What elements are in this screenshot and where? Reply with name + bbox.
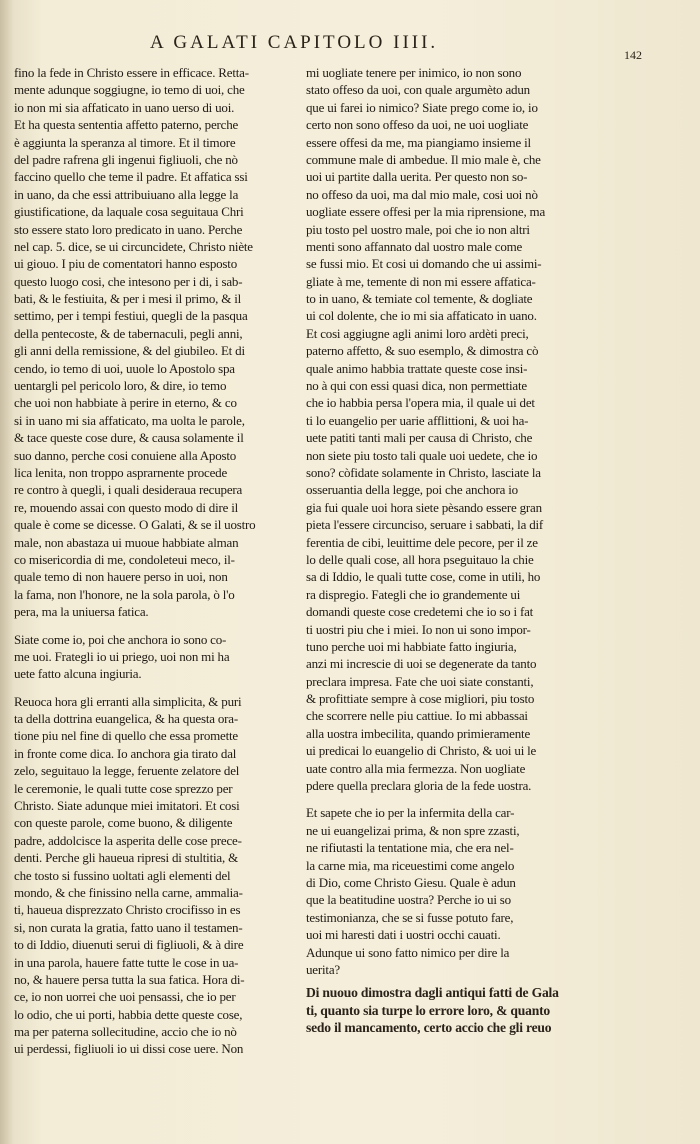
text-line: faccino quello che teme il padre. Et affatica ssi bbox=[14, 169, 248, 185]
text-line: questo luogo cosi, che intesono per i di, i sab- bbox=[14, 273, 243, 289]
page-header bbox=[0, 28, 700, 62]
text-line: to di Iddio, diuenuti serui di figliuoli, & à dire bbox=[14, 937, 244, 953]
text-line: che tosto si fussino uoltati agli elementi del bbox=[14, 867, 231, 883]
text-line: quale è come se dicesse. O Galati, & se il uostro bbox=[14, 517, 256, 533]
text-line: essere offesi da me, ma piangiamo insieme il bbox=[306, 134, 531, 150]
text-line: uoi ui partite dalla uerita. Per questo non so- bbox=[306, 169, 528, 185]
commentary-paragraph bbox=[14, 693, 296, 1058]
text-line: ti, quanto sia turpe lo errore loro, & quanto bbox=[306, 1002, 550, 1018]
text-line: si, non curata la gratia, fatto uano il testamen- bbox=[14, 919, 243, 935]
text-line: ra dispregio. Fategli che io grandemente ui bbox=[306, 586, 521, 602]
text-line: uate contro alla mia fermezza. Non uogliate bbox=[306, 760, 526, 776]
text-line: Siate come io, poi che anchora io sono co- bbox=[14, 631, 227, 647]
text-line: gia fui quale uoi hora siete pèsando essere gran bbox=[306, 499, 542, 515]
text-line: que ui farei io nimico? Siate prego come io, io bbox=[306, 99, 538, 115]
text-line: quale animo habbia trattate queste cose insi- bbox=[306, 360, 528, 376]
text-line: gliate à me, temente di non mi essere affatica- bbox=[306, 273, 536, 289]
text-line: mi uogliate tenere per inimico, io non sono bbox=[306, 65, 522, 80]
text-line: fino la fede in Christo essere in efficace. Retta- bbox=[14, 65, 249, 80]
text-line: uoi mi haresti dati i uostri occhi cauati. bbox=[306, 927, 501, 943]
text-line: co misericordia di me, condoleteui meco, il- bbox=[14, 551, 235, 567]
text-line: ui perdessi, figliuoli io ui dissi cose uere. Non bbox=[14, 1041, 244, 1057]
text-line: me uoi. Frategli io ui priego, uoi non mi ha bbox=[14, 648, 230, 664]
text-line: cendo, io temo di uoi, uuole lo Apostolo spa bbox=[14, 360, 235, 376]
text-line: paterno affetto, & suo esemplo, & dimostra cò bbox=[306, 343, 539, 359]
text-line: anzi mi increscie di uoi se degenerate da tanto bbox=[306, 656, 537, 672]
text-line: lo delle quali cose, all hora pseguitauo la chie bbox=[306, 551, 534, 567]
text-line: tuno perche uoi mi habbiate fatto ingiuria, bbox=[306, 638, 517, 654]
text-line: re, mouendo assai con questo modo di dire il bbox=[14, 499, 239, 515]
text-line: mondo, & che finissino nella carne, ammalia- bbox=[14, 884, 243, 900]
text-line: que la beatitudine uostra? Perche io ui so bbox=[306, 892, 511, 908]
text-line: ui col dolente, che io mi sia affaticato in uano. bbox=[306, 308, 537, 324]
chapter-summary bbox=[306, 984, 598, 1036]
text-line: commune male di ambedue. Il mio male è, che bbox=[306, 151, 541, 167]
text-line: no offeso da uoi, ma dal mio male, cosi uoi nò bbox=[306, 186, 538, 202]
text-line: testimonianza, che se si fusse potuto fare, bbox=[306, 909, 514, 925]
text-line: ferentia de cibi, leuittime dele pecore, per il ze bbox=[306, 534, 538, 550]
text-line: Adunque ui sono fatto nimico per dire la bbox=[306, 944, 510, 960]
text-line: denti. Perche gli haueua ripresi di stultitia, & bbox=[14, 850, 238, 866]
text-line: tione piu nel fine di quello che essa promette bbox=[14, 728, 239, 744]
text-line: mente adunque soggiugne, io temo di uoi, che bbox=[14, 82, 245, 98]
text-line: della pentecoste, & de tabernaculi, pegli anni, bbox=[14, 325, 243, 341]
text-line: Et sapete che io per la infermita della car- bbox=[306, 805, 515, 821]
text-line: certo non sono offeso da uoi, ne uoi uogliate bbox=[306, 117, 529, 133]
text-line: Et ha questa sententia affetto paterno, perche bbox=[14, 117, 239, 133]
text-line: ti lo euangelio per uarie afflittioni, & uoi ha- bbox=[306, 412, 529, 428]
text-line: Et cosi aggiugne agli animi loro ardèti preci, bbox=[306, 325, 529, 341]
text-line: in una parola, hauere fatte tutte le cose in ua- bbox=[14, 954, 239, 970]
text-line: padre, addolcisce la asperita delle cose prece- bbox=[14, 832, 242, 848]
text-line: Christo. Siate adunque miei imitatori. Et cosi bbox=[14, 798, 240, 814]
text-line: pera, ma la uniuersa fatica. bbox=[14, 604, 149, 620]
text-line: ce, io non uorrei che uoi pensassi, che io per bbox=[14, 989, 236, 1005]
text-line: in fronte come dica. Io anchora gia tirato dal bbox=[14, 745, 237, 761]
text-line: settimo, per i tempi festiui, quegli de la pasqua bbox=[14, 308, 248, 324]
text-line: con queste parole, come buono, & diligente bbox=[14, 815, 233, 831]
text-line: osseruantia della legge, poi che anchora io bbox=[306, 482, 518, 498]
text-line: suo danno, perche cosi conuiene alla Aposto bbox=[14, 447, 237, 463]
text-line: giustificatione, da laquale cosa seguitaua Chri bbox=[14, 204, 244, 220]
commentary-paragraph bbox=[14, 64, 296, 621]
scripture-verse bbox=[306, 804, 598, 978]
text-line: ui predicai lo euangelio di Christo, & uoi ui le bbox=[306, 743, 537, 759]
text-line: uerita? bbox=[306, 961, 340, 977]
text-line: che scorrere nelle piu cattiue. Io mi abbassai bbox=[306, 708, 528, 724]
running-head: A GALATI CAPITOLO IIII. bbox=[150, 32, 439, 53]
text-line: alla uostra imbecilita, quando primieramente bbox=[306, 725, 531, 741]
text-line: piu tosto pel uostro male, poi che io non altri bbox=[306, 221, 530, 237]
text-line: sedo il mancamento, certo accio che gli reuo bbox=[306, 1020, 552, 1036]
left-column bbox=[14, 64, 296, 1058]
text-line: sono? còfidate solamente in Christo, lasciate la bbox=[306, 464, 541, 480]
text-line: uete patiti tanti mali per causa di Christo, che bbox=[306, 430, 533, 446]
text-line: pdere quella preclara gloria de la fede uostra. bbox=[306, 778, 532, 794]
scripture-verse bbox=[14, 631, 296, 683]
text-line: ne rifiutasti la tentatione mia, che era nel- bbox=[306, 840, 514, 856]
text-line: & tace queste cose dure, & causa solamente il bbox=[14, 430, 244, 446]
text-line: no à qui con essi quasi dica, non permettiate bbox=[306, 378, 527, 394]
text-line: domandi queste cose credetemi che io so i fat bbox=[306, 604, 534, 620]
text-line: preclara impresa. Fate che uoi siate constanti, bbox=[306, 673, 534, 689]
text-line: se fussi mio. Et cosi ui domando che ui assimi- bbox=[306, 256, 542, 272]
text-line: ti, haueua disprezzato Christo crocifisso in es bbox=[14, 902, 241, 918]
text-line: che io habbia persa l'opera mia, il quale ui det bbox=[306, 395, 535, 411]
text-line: che uoi non habbiate à perire in eterno, & co bbox=[14, 395, 237, 411]
text-line: le ceremonie, le quali tutte cose sprezzo per bbox=[14, 780, 233, 796]
text-line: bati, & le festiuita, & per i mesi il primo, & il bbox=[14, 291, 242, 307]
text-line: ui giouo. I piu de comentatori hanno esposto bbox=[14, 256, 237, 272]
text-line: re contro à quegli, i quali desideraua recupera bbox=[14, 482, 243, 498]
text-line: to in uano, & temiate col temente, & dogliate bbox=[306, 291, 533, 307]
text-line: zelo, seguitauo la legge, feruente zelatore del bbox=[14, 763, 240, 779]
text-line: io non mi sia affaticato in uano uerso di uoi. bbox=[14, 99, 235, 115]
text-line: no, & hauere persa tutta la sua fatica. Hora di- bbox=[14, 971, 245, 987]
text-line: Di nuouo dimostra dagli antiqui fatti de Gala bbox=[306, 985, 559, 1001]
text-line: si in uano mi sia affaticato, ma uolta le parole, bbox=[14, 412, 245, 428]
text-line: ma per paterna sollecitudine, accio che io nò bbox=[14, 1024, 237, 1040]
commentary-paragraph bbox=[306, 64, 598, 794]
text-line: la carne mia, ma riceuestimi come angelo bbox=[306, 857, 515, 873]
text-line: quale temo di non hauere perso in uoi, non bbox=[14, 569, 228, 585]
text-line: menti sono affannato dal uostro male come bbox=[306, 238, 523, 254]
text-line: è aggiunta la speranza al timore. Et il timore bbox=[14, 134, 236, 150]
text-line: uentargli pel pericolo loro, & dire, io temo bbox=[14, 378, 227, 394]
text-line: non siete piu tosto tali quale uoi uedete, che io bbox=[306, 447, 538, 463]
page-number: 142 bbox=[624, 48, 642, 62]
text-line: sto essere stato loro predicato in uano. Perche bbox=[14, 221, 243, 237]
text-line: uete fatto alcuna ingiuria. bbox=[14, 666, 142, 682]
text-line: & profittiate sempre à cose migliori, piu tosto bbox=[306, 691, 535, 707]
text-line: male, non abastaza ui muoue habbiate alman bbox=[14, 534, 239, 550]
text-line: in uano, da che essi attribuiuano alla legge la bbox=[14, 186, 239, 202]
text-line: lo odio, che ui porti, habbia dette queste cose, bbox=[14, 1006, 243, 1022]
text-line: la fama, non l'honore, ne la sola parola, ò l'o bbox=[14, 586, 235, 602]
text-line: Reuoca hora gli erranti alla simplicita, & puri bbox=[14, 693, 242, 709]
text-line: ne ui euangelizai prima, & non spre zzasti, bbox=[306, 822, 520, 838]
text-line: ta della dottrina euangelica, & ha questa ora- bbox=[14, 711, 238, 727]
text-line: gli anni della remissione, & del giubileo. Et di bbox=[14, 343, 245, 359]
gutter-shadow bbox=[0, 0, 14, 1144]
text-line: lica lenita, non troppo asprarnente procede bbox=[14, 464, 228, 480]
text-line: stato offeso da uoi, con quale argumèto adun bbox=[306, 82, 530, 98]
text-line: nel cap. 5. dice, se ui circuncidete, Christo niète bbox=[14, 238, 253, 254]
text-line: ti uostri piu che i miei. Io non ui sono impor- bbox=[306, 621, 531, 637]
text-line: uogliate essere offesi per la mia riprensione, ma bbox=[306, 204, 546, 220]
text-line: pieta l'essere circunciso, seruare i sabbati, la dif bbox=[306, 517, 544, 533]
text-line: di Dio, come Christo Giesu. Quale è adun bbox=[306, 874, 516, 890]
text-line: sa di Iddio, le quali tutte cose, come in utili, ho bbox=[306, 569, 541, 585]
right-column bbox=[306, 64, 598, 1036]
text-line: del padre rafrena gli ingenui figliuoli, che nò bbox=[14, 151, 238, 167]
